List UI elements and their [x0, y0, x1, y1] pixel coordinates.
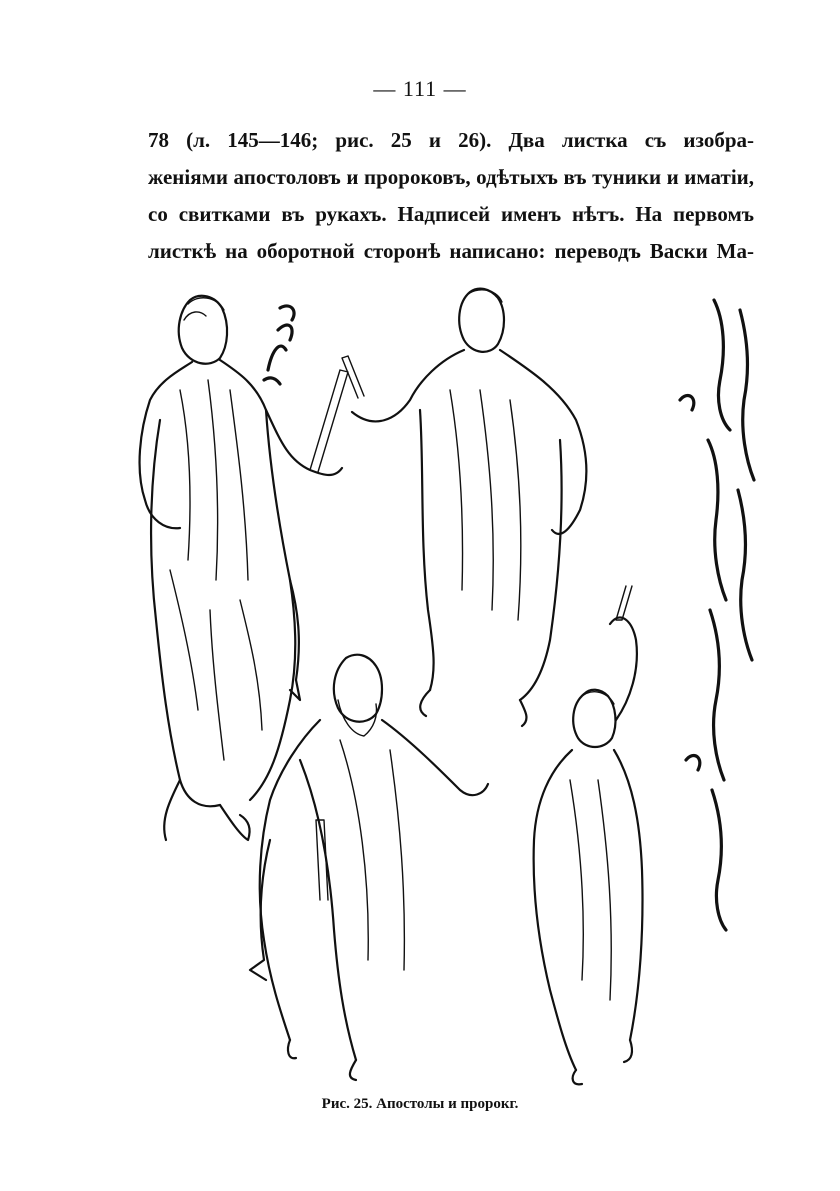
text-line: листкѣ на оборотной сторонѣ написано: переводъ Васки Ма-: [148, 239, 754, 263]
apostle-figure-top-left: [140, 296, 348, 840]
text-line: со свитками въ рукахъ. Надписей именъ нѣтъ. На первомъ: [148, 202, 754, 226]
handwritten-inscription-right: [680, 300, 754, 930]
text-line: 78 (л. 145—146; рис. 25 и 26). Два листка съ изобра-: [148, 128, 754, 152]
text-line: женіями апостоловъ и пророковъ, одѣтыхъ въ туники и иматіи,: [148, 165, 754, 189]
figure-illustration: [120, 280, 770, 1090]
page-number: — 111 —: [373, 76, 467, 101]
apostle-figure-bottom-right: [534, 586, 643, 1084]
apostle-figure-top-center: [342, 289, 586, 726]
inscription-mark: [264, 306, 294, 384]
body-paragraph: [148, 122, 754, 270]
figure-caption: Рис. 25. Апостолы и пророкг.: [321, 1096, 519, 1112]
apostles-drawing: [120, 280, 770, 1090]
